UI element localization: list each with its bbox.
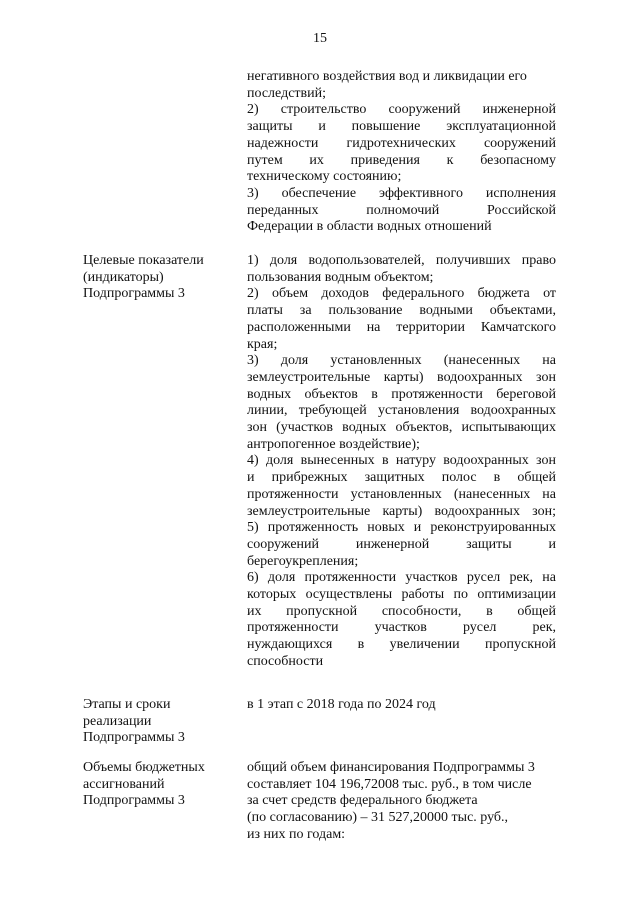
text-line: 5) протяженность новых и реконструированных — [247, 520, 556, 536]
label-line: Этапы и сроки — [83, 697, 171, 712]
text-line: и прибрежных защитных полос в общей — [247, 470, 556, 486]
text-line: антропогенное воздействие); — [247, 436, 420, 452]
text-line: за счет средств федерального бюджета — [247, 793, 478, 809]
text-line: составляет 104 196,72008 тыс. руб., в том числе — [247, 776, 532, 792]
text-line: 3) обеспечение эффективного исполнения — [247, 185, 556, 201]
text-line: 2) объем доходов федерального бюджета от — [247, 286, 556, 302]
text-line: протяженности участков русел рек, — [247, 620, 556, 636]
text-line: путем их приведения к безопасному — [247, 152, 556, 168]
row-label — [83, 697, 233, 747]
label-line: Подпрограммы 3 — [83, 730, 185, 746]
text-line: расположенными на территории Камчатского — [247, 319, 556, 335]
text-line: линии, требующей установления водоохранных — [247, 403, 556, 419]
text-line: платы за пользование водными объектами, — [247, 303, 556, 319]
text-line: 2) строительство сооружений инженерной — [247, 102, 556, 118]
text-line: (по согласованию) – 31 527,20000 тыс. руб., — [247, 810, 509, 826]
label-line: Целевые показатели — [83, 253, 204, 268]
text-line: надежности гидротехнических сооружений — [247, 135, 556, 151]
text-line: последствий; — [247, 85, 327, 101]
text-line: землеустроительные карты) водоохранных зон; — [247, 503, 556, 519]
budget-content — [247, 760, 556, 844]
text-line: негативного воздействия вод и ликвидации его — [247, 69, 527, 84]
text-line: 6) доля протяженности участков русел рек, на — [247, 570, 556, 586]
text-line: водных объектов в протяженности береговой — [247, 386, 556, 402]
text-line: Федерации в области водных отношений — [247, 219, 492, 235]
label-line: (индикаторы) — [83, 269, 164, 285]
label-line: ассигнований — [83, 776, 165, 792]
text-line: 1) доля водопользователей, получивших право — [247, 253, 556, 268]
text-line: из них по годам: — [247, 826, 346, 842]
text-line: края; — [247, 336, 278, 352]
text-line: зон (участков водных объектов, испытывающих — [247, 420, 556, 436]
label-line: реализации — [83, 713, 152, 729]
text-line: пользования водным объектом; — [247, 269, 434, 285]
text-line: способности — [247, 653, 324, 669]
text-line: техническому состоянию; — [247, 169, 402, 185]
indicators-content — [247, 253, 556, 671]
text-line: их пропускной способности, в общей — [247, 603, 556, 619]
text-line: защиты и повышение эксплуатационной — [247, 119, 556, 135]
text-line: землеустроительные карты) водоохранных зон — [247, 369, 556, 385]
stages-content — [247, 697, 556, 714]
tasks-content — [247, 69, 556, 236]
label-line: Подпрограммы 3 — [83, 286, 185, 302]
text-line: сооружений инженерной защиты и — [247, 536, 556, 552]
text-line: 3) доля установленных (нанесенных на — [247, 353, 556, 369]
label-line: Объемы бюджетных — [83, 760, 205, 775]
row-label — [83, 760, 233, 810]
text-line: общий объем финансирования Подпрограммы 3 — [247, 760, 535, 775]
text-line: которых осуществлены работы по оптимизации — [247, 587, 556, 603]
text-line: в 1 этап с 2018 года по 2024 год — [247, 697, 436, 712]
text-line: переданных полномочий Российской — [247, 202, 556, 218]
row-label — [83, 253, 233, 303]
text-line: 4) доля вынесенных в натуру водоохранных зон — [247, 453, 556, 469]
text-line: берегоукрепления; — [247, 553, 359, 569]
text-line: протяженности установленных (нанесенных на — [247, 486, 556, 502]
text-line: нуждающихся в увеличении пропускной — [247, 637, 556, 653]
label-line: Подпрограммы 3 — [83, 793, 185, 809]
page-number: 15 — [313, 31, 327, 46]
